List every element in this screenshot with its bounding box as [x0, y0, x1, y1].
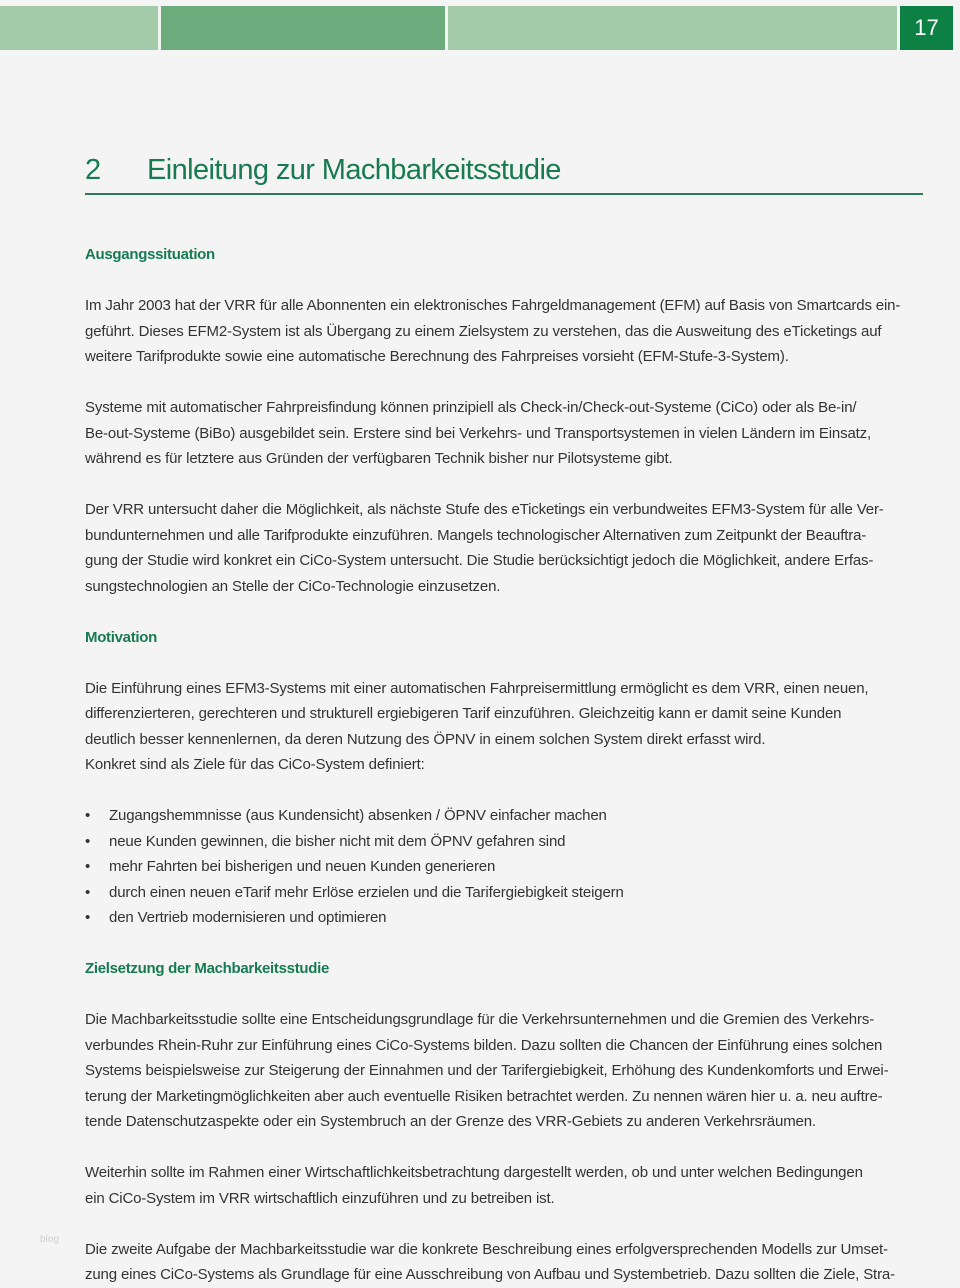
- paragraph: [85, 395, 935, 472]
- list-item: • Zugangshemmnisse (aus Kundensicht) absenken / ÖPNV einfacher machen: [85, 803, 935, 829]
- document-body: [85, 242, 935, 1288]
- header-bar-segment-3: [448, 6, 897, 50]
- text-line: zung eines CiCo-Systems als Grundlage für eine Ausschreibung von Aufbau und Systembetrieb. Dazu sollten die Ziele, Stra-: [85, 1266, 895, 1283]
- paragraph: [85, 497, 935, 599]
- text-line: differenzierteren, gerechteren und strukturell ergiebigeren Tarif einzuführen. Gleichzeitig kann er damit seine Kunden: [85, 705, 842, 722]
- chapter-number: 2: [85, 154, 101, 186]
- title-underline: [85, 193, 923, 195]
- list-item: • mehr Fahrten bei bisherigen und neuen Kunden generieren: [85, 854, 935, 880]
- spacer: [85, 472, 935, 498]
- text-line: Weiterhin sollte im Rahmen einer Wirtschaftlichkeitsbetrachtung dargestellt werden, ob und unter welchen Bedingungen: [85, 1164, 863, 1181]
- text-line: Konkret sind als Ziele für das CiCo-System definiert:: [85, 756, 425, 773]
- header-bar-segment-2: [161, 6, 445, 50]
- text-line: verbundes Rhein-Ruhr zur Einführung eines CiCo-Systems bilden. Dazu sollten die Chancen der Einführung eines solchen: [85, 1036, 883, 1054]
- paragraph: [85, 1237, 935, 1288]
- section-heading: Zielsetzung der Machbarkeitsstudie: [85, 960, 330, 977]
- spacer: [85, 1135, 935, 1161]
- text-line: Der VRR untersucht daher die Möglichkeit, als nächste Stufe des eTicketings ein verbundweites EFM3-System für alle Ver-: [85, 501, 884, 518]
- paragraph: [85, 676, 935, 778]
- paragraph: [85, 1007, 935, 1135]
- section-heading: Ausgangssituation: [85, 246, 215, 263]
- text-line: bundunternehmen und alle Tarifprodukte einzuführen. Mangels technologischer Alternativen zum Zeitpunkt der Beauftra-: [85, 526, 867, 544]
- page-number: 17: [900, 6, 953, 50]
- text-line: gung der Studie wird konkret ein CiCo-System untersucht. Die Studie berücksichtigt jedoch die Möglichkeit, andere Erfas-: [85, 552, 874, 569]
- bullet-list: [85, 803, 935, 931]
- spacer: [85, 268, 935, 294]
- chapter-title-text: Einleitung zur Machbarkeitsstudie: [147, 154, 561, 186]
- header-bar-segment-1: [0, 6, 158, 50]
- text-line: tende Datenschutzaspekte oder ein Systembruch an der Grenze des VRR-Gebiets zu anderen Verkehrsräumen.: [85, 1113, 816, 1130]
- list-item: • durch einen neuen eTarif mehr Erlöse erzielen und die Tarifergiebigkeit steigern: [85, 880, 935, 906]
- paragraph: [85, 293, 935, 370]
- text-line: Die Machbarkeitsstudie sollte eine Entscheidungsgrundlage für die Verkehrsunternehmen und die Gremien des Verkehrs-: [85, 1011, 875, 1028]
- watermark: blog: [40, 1234, 59, 1245]
- text-line: weitere Tarifprodukte sowie eine automatische Berechnung des Fahrpreises vorsieht (EFM-Stufe-3-System).: [85, 348, 789, 365]
- text-line: ein CiCo-System im VRR wirtschaftlich einzuführen und zu betreiben ist.: [85, 1189, 555, 1207]
- text-line: Systems beispielsweise zur Steigerung der Einnahmen und der Tarifergiebigkeit, Erhöhung des Kundenkomforts und Erwei-: [85, 1062, 889, 1079]
- list-item: • neue Kunden gewinnen, die bisher nicht mit dem ÖPNV gefahren sind: [85, 829, 935, 855]
- spacer: [85, 931, 935, 957]
- text-line: Systeme mit automatischer Fahrpreisfindung können prinzipiell als Check-in/Check-out-Systeme (CiCo) oder als Be-in/: [85, 399, 857, 416]
- text-line: deutlich besser kennenlernen, da deren Nutzung des ÖPNV in einem solchen System direkt erfasst wird.: [85, 730, 766, 748]
- spacer: [85, 1211, 935, 1237]
- text-line: Be-out-Systeme (BiBo) ausgebildet sein. Erstere sind bei Verkehrs- und Transportsystemen in vielen Ländern im Einsatz,: [85, 424, 872, 442]
- spacer: [85, 650, 935, 676]
- text-line: sungstechnologien an Stelle der CiCo-Technologie einzusetzen.: [85, 577, 501, 595]
- text-line: Die Einführung eines EFM3-Systems mit einer automatischen Fahrpreisermittlung ermöglicht es dem VRR, einen neuen,: [85, 679, 869, 697]
- section-heading: Motivation: [85, 628, 157, 646]
- text-line: Im Jahr 2003 hat der VRR für alle Abonnenten ein elektronisches Fahrgeldmanagement (EFM) auf Basis von Smartcards ein-: [85, 297, 901, 314]
- paragraph: [85, 1160, 935, 1211]
- chapter-title: [85, 154, 561, 187]
- text-line: geführt. Dieses EFM2-System ist als Übergang zu einem Zielsystem zu verstehen, das die Ausweitung des eTicketings auf: [85, 322, 882, 340]
- text-line: Die zweite Aufgabe der Machbarkeitsstudie war die konkrete Beschreibung eines erfolgversprechenden Modells zur Umset-: [85, 1240, 888, 1258]
- spacer: [85, 599, 935, 625]
- text-line: terung der Marketingmöglichkeiten aber auch eventuelle Risiken betrachtet werden. Zu nennen wären hier u. a. neu auftre-: [85, 1087, 883, 1105]
- spacer: [85, 982, 935, 1008]
- text-line: während es für letztere aus Gründen der verfügbaren Technik bisher nur Pilotsysteme gibt.: [85, 450, 673, 467]
- spacer: [85, 370, 935, 396]
- spacer: [85, 778, 935, 804]
- list-item: • den Vertrieb modernisieren und optimieren: [85, 905, 935, 931]
